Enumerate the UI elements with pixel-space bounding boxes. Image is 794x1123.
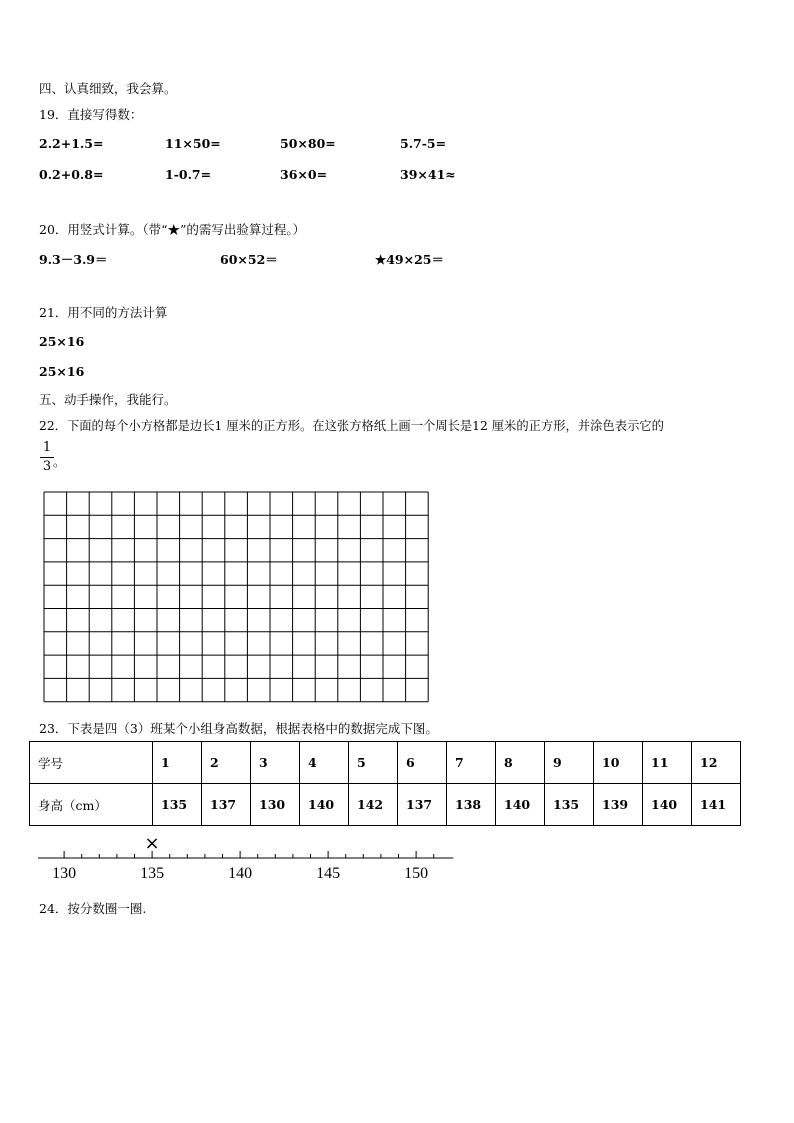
fraction-denominator: 3 bbox=[42, 459, 52, 474]
fraction-bar bbox=[40, 457, 54, 458]
q19-item: 36×0= bbox=[280, 167, 328, 182]
number-line-label: 130 bbox=[52, 865, 77, 882]
table-row-height bbox=[30, 784, 741, 826]
id-cell: 12 bbox=[692, 742, 741, 784]
q20-title: 20．用竖式计算。（带“★”的需写出验算过程。） bbox=[39, 222, 306, 237]
id-cell: 3 bbox=[251, 742, 300, 784]
height-cell: 142 bbox=[349, 784, 398, 826]
q21-title: 21．用不同的方法计算 bbox=[39, 305, 168, 320]
q21-item: 25×16 bbox=[39, 364, 85, 379]
height-cell: 137 bbox=[202, 784, 251, 826]
height-cell: 138 bbox=[447, 784, 496, 826]
q22-title: 22．下面的每个小方格都是边长1 厘米的正方形。在这张方格纸上画一个周长是12 厘米的正方形，并涂色表示它的 bbox=[39, 419, 664, 433]
section5-title: 五、动手操作，我能行。 bbox=[39, 392, 177, 407]
id-cell: 8 bbox=[496, 742, 545, 784]
id-cell: 7 bbox=[447, 742, 496, 784]
q19-item: 0.2+0.8= bbox=[39, 167, 104, 182]
height-cell: 140 bbox=[496, 784, 545, 826]
q19-item: 50×80= bbox=[280, 136, 336, 151]
id-cell: 5 bbox=[349, 742, 398, 784]
height-table bbox=[29, 741, 741, 826]
height-cell: 141 bbox=[692, 784, 741, 826]
square-grid-paper[interactable] bbox=[43, 491, 431, 703]
number-line-label: 140 bbox=[228, 865, 253, 882]
number-line-label: 145 bbox=[316, 865, 341, 882]
height-cell: 130 bbox=[251, 784, 300, 826]
fraction-suffix: 。 bbox=[53, 454, 66, 469]
number-line-label: 150 bbox=[404, 865, 429, 882]
id-cell: 2 bbox=[202, 742, 251, 784]
id-cell: 10 bbox=[594, 742, 643, 784]
row-header-height: 身高（cm） bbox=[30, 784, 153, 826]
q19-item: 5.7-5= bbox=[400, 136, 447, 151]
q19-item: 39×41≈ bbox=[400, 167, 456, 182]
id-cell: 9 bbox=[545, 742, 594, 784]
height-cell: 139 bbox=[594, 784, 643, 826]
q24-title: 24．按分数圈一圈. bbox=[39, 901, 147, 916]
id-cell: 6 bbox=[398, 742, 447, 784]
q20-item: ★49×25＝ bbox=[375, 252, 444, 267]
q20-item: 60×52＝ bbox=[220, 252, 278, 267]
q19-item: 11×50= bbox=[165, 136, 221, 151]
q19-title: 19．直接写得数： bbox=[39, 107, 143, 122]
row-header-id: 学号 bbox=[30, 742, 153, 784]
id-cell: 1 bbox=[153, 742, 202, 784]
q20-item: 9.3－3.9＝ bbox=[39, 252, 108, 267]
height-cell: 135 bbox=[545, 784, 594, 826]
section4-title: 四、认真细致，我会算。 bbox=[39, 81, 177, 96]
number-line-marker: × bbox=[144, 833, 160, 854]
table-row-id bbox=[30, 742, 741, 784]
id-cell: 4 bbox=[300, 742, 349, 784]
number-line-label: 135 bbox=[140, 865, 165, 882]
q19-item: 1-0.7= bbox=[165, 167, 212, 182]
id-cell: 11 bbox=[643, 742, 692, 784]
q23-title: 23．下表是四（3）班某个小组身高数据，根据表格中的数据完成下图。 bbox=[39, 721, 438, 736]
fraction-one-third bbox=[40, 440, 54, 475]
height-number-line bbox=[36, 832, 456, 884]
height-cell: 137 bbox=[398, 784, 447, 826]
fraction-numerator: 1 bbox=[42, 440, 52, 455]
height-cell: 140 bbox=[300, 784, 349, 826]
q19-item: 2.2+1.5= bbox=[39, 136, 104, 151]
q21-item: 25×16 bbox=[39, 334, 85, 349]
height-cell: 140 bbox=[643, 784, 692, 826]
height-cell: 135 bbox=[153, 784, 202, 826]
